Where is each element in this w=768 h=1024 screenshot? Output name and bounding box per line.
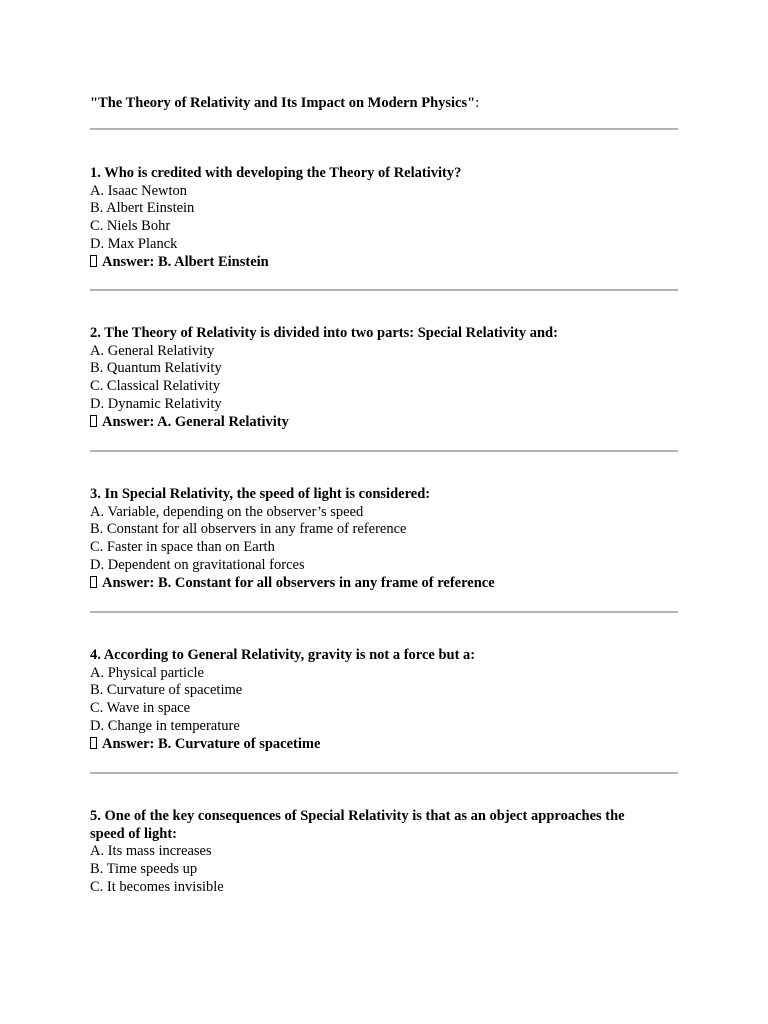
- answer-text: Answer: B. Constant for all observers in any frame of reference: [102, 574, 495, 591]
- option-d: D. Change in temperature: [90, 717, 240, 734]
- option-b: B. Time speeds up: [90, 860, 198, 877]
- document-title: [90, 94, 690, 112]
- option-c: C. Niels Bohr: [90, 218, 171, 235]
- answer-line: [90, 736, 660, 754]
- document-title-suffix: :: [475, 95, 480, 111]
- answer-text: Answer: B. Curvature of spacetime: [102, 735, 321, 752]
- option-a: A. Variable, depending on the observer’s speed: [90, 503, 364, 520]
- question-text: 2. The Theory of Relativity is divided into two parts: Special Relativity and:: [90, 325, 558, 341]
- horizontal-rule: [90, 772, 678, 774]
- option-b: B. Constant for all observers in any frame of reference: [90, 521, 407, 538]
- option-a: A. Isaac Newton: [90, 182, 188, 199]
- option-c: C. Classical Relativity: [90, 378, 221, 395]
- question-text: 1. Who is credited with developing the Theory of Relativity?: [90, 165, 462, 181]
- question-text: 4. According to General Relativity, gravity is not a force but a:: [90, 647, 476, 663]
- option-b: B. Quantum Relativity: [90, 360, 222, 377]
- option-c: C. It becomes invisible: [90, 878, 224, 895]
- horizontal-rule: [90, 128, 678, 130]
- answer-line: [90, 575, 660, 593]
- option-a: A. General Relativity: [90, 342, 215, 359]
- option-c: C. Faster in space than on Earth: [90, 539, 275, 556]
- answer-text: Answer: B. Albert Einstein: [102, 253, 269, 270]
- question-3: [90, 486, 660, 593]
- option-a: A. Physical particle: [90, 664, 204, 681]
- missing-glyph-box-icon: [90, 415, 97, 427]
- question-5: [90, 808, 660, 897]
- question-1: [90, 165, 660, 272]
- option-d: D. Max Planck: [90, 235, 178, 252]
- missing-glyph-box-icon: [90, 255, 97, 267]
- option-d: D. Dynamic Relativity: [90, 395, 222, 412]
- option-c: C. Wave in space: [90, 700, 191, 717]
- option-b: B. Albert Einstein: [90, 200, 195, 217]
- horizontal-rule: [90, 289, 678, 291]
- answer-text: Answer: A. General Relativity: [102, 413, 289, 430]
- missing-glyph-box-icon: [90, 576, 97, 588]
- option-b: B. Curvature of spacetime: [90, 682, 243, 699]
- horizontal-rule: [90, 450, 678, 452]
- question-text: 5. One of the key consequences of Special Relativity is that as an object approaches the speed of light:: [90, 808, 625, 842]
- option-a: A. Its mass increases: [90, 843, 212, 860]
- option-d: D. Dependent on gravitational forces: [90, 556, 305, 573]
- question-2: [90, 325, 660, 432]
- answer-line: [90, 254, 660, 272]
- question-text: 3. In Special Relativity, the speed of light is considered:: [90, 486, 431, 502]
- horizontal-rule: [90, 611, 678, 613]
- missing-glyph-box-icon: [90, 737, 97, 749]
- document-title-text: "The Theory of Relativity and Its Impact on Modern Physics": [90, 95, 476, 111]
- answer-line: [90, 414, 660, 432]
- question-4: [90, 647, 660, 754]
